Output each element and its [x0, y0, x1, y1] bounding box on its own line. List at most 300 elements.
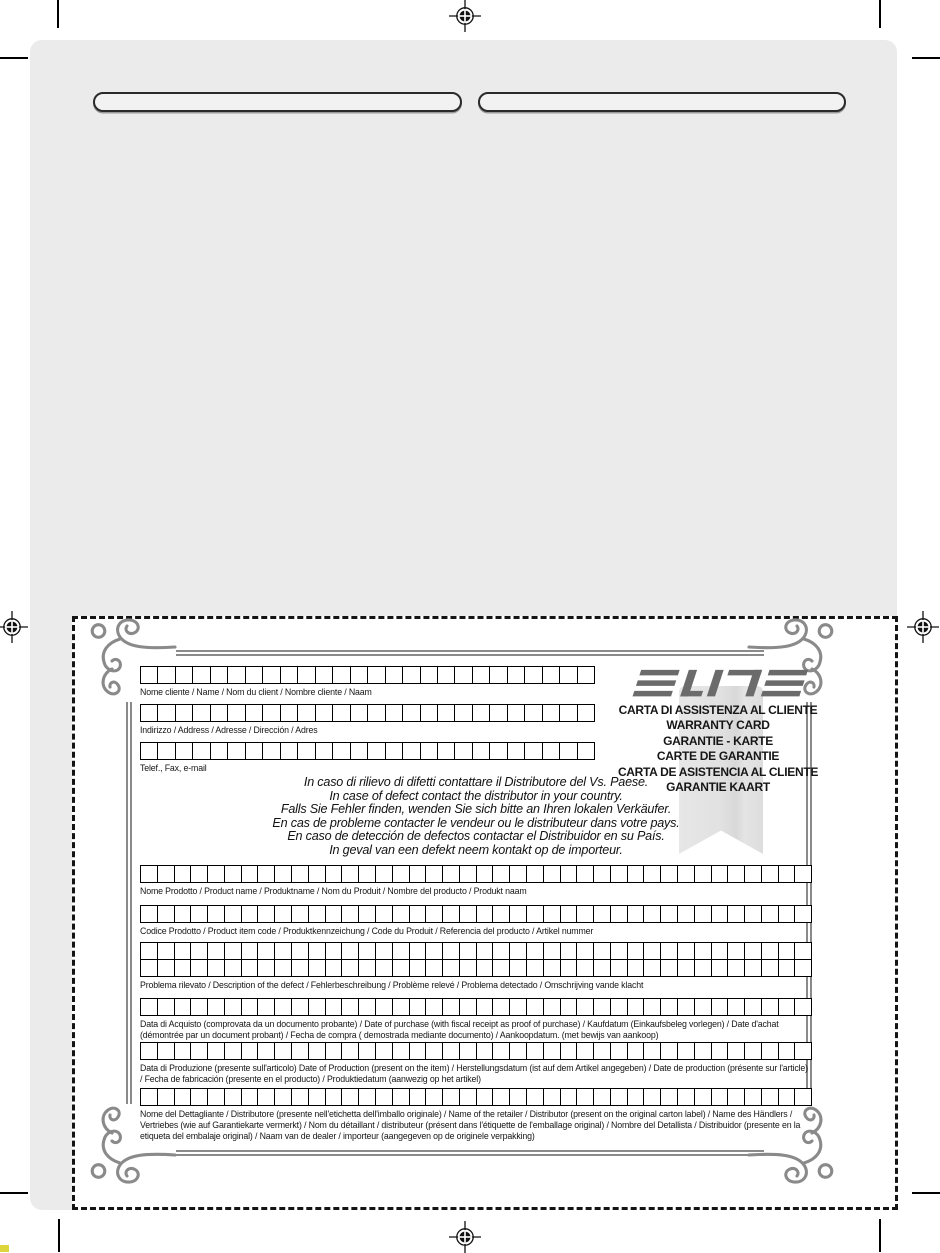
- crop-mark-bottom-left-h: [0, 1192, 28, 1194]
- character-box: [342, 960, 359, 976]
- header-slot-left: [93, 92, 462, 112]
- character-box: [611, 943, 628, 959]
- character-box: [393, 943, 410, 959]
- character-box: [779, 866, 796, 882]
- character-box: [745, 906, 762, 922]
- character-box: [141, 960, 158, 976]
- character-box: [661, 1089, 678, 1105]
- character-box: [795, 960, 811, 976]
- character-box: [258, 1089, 275, 1105]
- character-box: [561, 1089, 578, 1105]
- character-box: [578, 743, 594, 759]
- character-box: [510, 1043, 527, 1059]
- character-box: [211, 705, 228, 721]
- card-title-line: CARTA DI ASSISTENZA AL CLIENTE: [618, 703, 818, 717]
- character-box: [309, 943, 326, 959]
- character-box: [225, 906, 242, 922]
- character-box: [326, 1043, 343, 1059]
- character-box: [421, 743, 438, 759]
- character-box: [376, 999, 393, 1015]
- character-box: [191, 1089, 208, 1105]
- crop-mark-top-right-h: [912, 57, 940, 59]
- character-box: [544, 1043, 561, 1059]
- character-box: [510, 943, 527, 959]
- character-box: [455, 743, 472, 759]
- character-box: [191, 999, 208, 1015]
- character-box: [316, 743, 333, 759]
- character-box: [263, 667, 280, 683]
- character-box: [376, 866, 393, 882]
- character-box: [795, 1089, 811, 1105]
- character-box: [141, 943, 158, 959]
- character-box: [359, 866, 376, 882]
- character-box: [594, 1089, 611, 1105]
- character-box: [762, 943, 779, 959]
- form-field: [140, 998, 812, 1041]
- character-box: [193, 743, 210, 759]
- character-box: [141, 1043, 158, 1059]
- character-box: [678, 1043, 695, 1059]
- character-box: [228, 743, 245, 759]
- character-box: [779, 1089, 796, 1105]
- character-box: [275, 1043, 292, 1059]
- character-box: [493, 999, 510, 1015]
- crop-mark-top-left-v: [57, 0, 59, 28]
- character-box: [762, 999, 779, 1015]
- character-box: [510, 866, 527, 882]
- character-box: [678, 943, 695, 959]
- character-box: [695, 943, 712, 959]
- character-box: [298, 667, 315, 683]
- character-box: [281, 667, 298, 683]
- character-box: [158, 1043, 175, 1059]
- character-box: [644, 866, 661, 882]
- character-box: [281, 743, 298, 759]
- character-boxes-row: [140, 942, 812, 960]
- character-box: [611, 960, 628, 976]
- character-box: [508, 667, 525, 683]
- character-boxes-row: [140, 666, 595, 684]
- character-box: [175, 960, 192, 976]
- character-box: [141, 743, 158, 759]
- character-box: [728, 906, 745, 922]
- character-box: [292, 1043, 309, 1059]
- card-title-block: [612, 703, 824, 795]
- card-title-line: CARTE DE GARANTIE: [656, 749, 780, 764]
- character-box: [477, 866, 494, 882]
- character-box: [275, 906, 292, 922]
- character-box: [712, 1089, 729, 1105]
- character-box: [460, 866, 477, 882]
- character-box: [510, 999, 527, 1015]
- character-box: [543, 667, 560, 683]
- character-box: [695, 1043, 712, 1059]
- character-box: [762, 960, 779, 976]
- character-box: [333, 743, 350, 759]
- character-box: [678, 960, 695, 976]
- character-box: [443, 906, 460, 922]
- character-box: [745, 960, 762, 976]
- character-box: [594, 999, 611, 1015]
- character-box: [211, 667, 228, 683]
- character-box: [333, 705, 350, 721]
- character-box: [762, 1043, 779, 1059]
- character-box: [460, 943, 477, 959]
- field-label: Nome Prodotto / Product name / Produktname / Nom du Produit / Nombre del producto / Produkt naam: [140, 885, 527, 896]
- character-box: [426, 1043, 443, 1059]
- character-box: [242, 1043, 259, 1059]
- character-box: [493, 866, 510, 882]
- character-box: [779, 960, 796, 976]
- character-box: [628, 866, 645, 882]
- character-box: [208, 943, 225, 959]
- character-box: [258, 866, 275, 882]
- character-box: [275, 943, 292, 959]
- character-box: [490, 667, 507, 683]
- character-box: [678, 906, 695, 922]
- character-box: [393, 1043, 410, 1059]
- character-box: [543, 743, 560, 759]
- product-fields: [140, 865, 812, 1142]
- character-box: [141, 866, 158, 882]
- character-box: [561, 906, 578, 922]
- character-box: [410, 960, 427, 976]
- character-box: [242, 906, 259, 922]
- character-box: [544, 866, 561, 882]
- character-box: [368, 705, 385, 721]
- character-box: [359, 906, 376, 922]
- notice-line: Falls Sie Fehler finden, wenden Sie sich bitte an Ihren lokalen Verkäufer.: [280, 802, 672, 817]
- character-box: [426, 943, 443, 959]
- field-label: Nome del Dettagliante / Distributore (presente nell'etichetta dell'imballo originale) / Name of the retailer / Distributor (present on the original carton label) / Name des Händlers / Vertriebes (wie auf Garantiekarte vermerkt) / Nom du détaillant / distributeur (présent dans l'étiquette de l'emballage original) / Nombre del Detallista / Distribuidor (presente en la etiqueta del embalaje original) / Naam van de dealer / importeur (aangegeven op de originele verpakking): [140, 1108, 801, 1141]
- character-box: [493, 960, 510, 976]
- character-box: [544, 960, 561, 976]
- character-box: [191, 1043, 208, 1059]
- character-boxes-row: [140, 1042, 812, 1060]
- character-box: [410, 943, 427, 959]
- character-box: [560, 743, 577, 759]
- character-box: [263, 743, 280, 759]
- character-box: [490, 743, 507, 759]
- character-box: [386, 667, 403, 683]
- character-box: [477, 999, 494, 1015]
- character-box: [543, 705, 560, 721]
- character-box: [695, 1089, 712, 1105]
- character-box: [359, 943, 376, 959]
- character-box: [292, 999, 309, 1015]
- character-box: [175, 943, 192, 959]
- crop-mark-bottom-right-h: [912, 1192, 940, 1194]
- field-label: Data di Produzione (presente sull'articolo) Date of Production (present on the item) / Herstellungsdatum (ist auf dem Artikel angegeben) / Date de production (présente sur l'article) / Fecha de fabricación (presente en el producto) / Produktiedatum (aanwezig op het artikel): [140, 1062, 808, 1084]
- character-box: [712, 866, 729, 882]
- character-box: [443, 999, 460, 1015]
- character-box: [795, 999, 811, 1015]
- character-box: [695, 906, 712, 922]
- card-title-line: GARANTIE KAART: [666, 780, 770, 795]
- character-boxes-row: [140, 865, 812, 883]
- character-box: [410, 906, 427, 922]
- character-box: [438, 705, 455, 721]
- character-box: [611, 999, 628, 1015]
- character-box: [795, 1043, 811, 1059]
- character-box: [745, 943, 762, 959]
- character-box: [342, 1089, 359, 1105]
- character-box: [438, 743, 455, 759]
- character-box: [403, 667, 420, 683]
- notice-line: In geval van een defekt neem kontakt op de importeur.: [329, 842, 623, 857]
- character-box: [628, 999, 645, 1015]
- character-box: [438, 667, 455, 683]
- form-field: [140, 1042, 812, 1085]
- character-box: [376, 1089, 393, 1105]
- character-box: [460, 999, 477, 1015]
- character-box: [561, 999, 578, 1015]
- character-box: [141, 999, 158, 1015]
- character-box: [368, 743, 385, 759]
- character-box: [460, 906, 477, 922]
- character-box: [410, 1043, 427, 1059]
- character-box: [578, 667, 594, 683]
- character-box: [728, 1089, 745, 1105]
- character-box: [359, 999, 376, 1015]
- character-box: [477, 960, 494, 976]
- character-box: [242, 866, 259, 882]
- character-box: [359, 1043, 376, 1059]
- character-box: [191, 906, 208, 922]
- character-box: [779, 999, 796, 1015]
- character-box: [351, 667, 368, 683]
- character-box: [544, 943, 561, 959]
- character-box: [477, 906, 494, 922]
- character-box: [258, 943, 275, 959]
- character-box: [326, 866, 343, 882]
- character-box: [460, 1089, 477, 1105]
- character-box: [477, 1043, 494, 1059]
- character-box: [141, 906, 158, 922]
- character-box: [661, 960, 678, 976]
- character-box: [228, 705, 245, 721]
- character-box: [661, 866, 678, 882]
- character-boxes-row: [140, 704, 595, 722]
- character-box: [386, 743, 403, 759]
- notice-line: En caso de detección de defectos contactar el Distribuidor en su País.: [287, 829, 665, 844]
- character-box: [527, 866, 544, 882]
- character-box: [176, 743, 193, 759]
- character-box: [460, 1043, 477, 1059]
- character-box: [410, 999, 427, 1015]
- character-box: [611, 1089, 628, 1105]
- crop-mark-top-left-h: [0, 57, 28, 59]
- character-box: [426, 866, 443, 882]
- character-box: [560, 667, 577, 683]
- character-box: [594, 906, 611, 922]
- crop-mark-top-right-v: [879, 0, 881, 28]
- character-box: [292, 906, 309, 922]
- character-box: [316, 705, 333, 721]
- character-box: [443, 1043, 460, 1059]
- character-box: [578, 705, 594, 721]
- character-box: [525, 667, 542, 683]
- crop-mark-bottom-left-v: [58, 1219, 60, 1252]
- character-box: [175, 1089, 192, 1105]
- character-box: [175, 906, 192, 922]
- character-box: [611, 1043, 628, 1059]
- character-box: [544, 1089, 561, 1105]
- character-box: [455, 667, 472, 683]
- character-box: [292, 960, 309, 976]
- character-box: [393, 960, 410, 976]
- character-box: [426, 906, 443, 922]
- character-box: [208, 999, 225, 1015]
- character-box: [351, 705, 368, 721]
- character-box: [281, 705, 298, 721]
- character-box: [342, 906, 359, 922]
- character-box: [342, 943, 359, 959]
- character-box: [225, 960, 242, 976]
- character-box: [158, 960, 175, 976]
- character-box: [141, 705, 158, 721]
- character-box: [477, 943, 494, 959]
- character-box: [368, 667, 385, 683]
- character-box: [258, 906, 275, 922]
- character-box: [779, 906, 796, 922]
- character-box: [141, 1089, 158, 1105]
- character-box: [376, 960, 393, 976]
- form-field: [140, 865, 812, 897]
- card-frame-bottom: [176, 1150, 764, 1156]
- character-box: [678, 1089, 695, 1105]
- header-slot-right: [478, 92, 846, 112]
- character-box: [510, 1089, 527, 1105]
- character-box: [421, 667, 438, 683]
- character-box: [158, 866, 175, 882]
- character-box: [527, 943, 544, 959]
- character-box: [577, 943, 594, 959]
- character-box: [228, 667, 245, 683]
- registration-mark-bottom: [449, 1221, 481, 1253]
- character-box: [611, 906, 628, 922]
- character-box: [712, 999, 729, 1015]
- character-box: [628, 1043, 645, 1059]
- character-box: [175, 999, 192, 1015]
- character-box: [191, 943, 208, 959]
- character-box: [298, 743, 315, 759]
- character-box: [386, 705, 403, 721]
- character-box: [292, 943, 309, 959]
- character-box: [728, 999, 745, 1015]
- field-label: Indirizzo / Address / Adresse / Dirección / Adres: [140, 725, 318, 735]
- character-box: [455, 705, 472, 721]
- notice-line: In caso di rilievo di difetti contattare il Distributore del Vs. Paese.: [303, 775, 649, 789]
- registration-mark-left: [0, 611, 28, 643]
- character-box: [246, 667, 263, 683]
- character-boxes-row: [140, 998, 812, 1016]
- character-box: [258, 960, 275, 976]
- character-box: [275, 960, 292, 976]
- character-box: [193, 667, 210, 683]
- character-box: [762, 906, 779, 922]
- character-box: [158, 906, 175, 922]
- character-box: [211, 743, 228, 759]
- character-box: [728, 943, 745, 959]
- character-box: [795, 906, 811, 922]
- character-box: [326, 1089, 343, 1105]
- registration-mark-top: [449, 0, 481, 32]
- character-box: [561, 1043, 578, 1059]
- character-box: [376, 943, 393, 959]
- character-box: [443, 866, 460, 882]
- character-box: [326, 999, 343, 1015]
- character-box: [426, 999, 443, 1015]
- character-boxes-row: [140, 959, 812, 977]
- character-box: [490, 705, 507, 721]
- character-box: [678, 999, 695, 1015]
- character-box: [393, 999, 410, 1015]
- character-box: [644, 1043, 661, 1059]
- character-box: [728, 866, 745, 882]
- character-box: [661, 906, 678, 922]
- form-field: [140, 1088, 812, 1142]
- character-box: [628, 1089, 645, 1105]
- character-boxes-row: [140, 1088, 812, 1106]
- character-box: [175, 866, 192, 882]
- character-box: [225, 1089, 242, 1105]
- character-box: [493, 906, 510, 922]
- character-box: [594, 866, 611, 882]
- character-box: [242, 943, 259, 959]
- character-box: [421, 705, 438, 721]
- field-label: Telef., Fax, e-mail: [140, 763, 207, 773]
- character-box: [242, 999, 259, 1015]
- character-box: [795, 866, 811, 882]
- character-box: [695, 866, 712, 882]
- character-box: [309, 1089, 326, 1105]
- character-box: [141, 667, 158, 683]
- character-box: [493, 943, 510, 959]
- field-label: Data di Acquisto (comprovata da un documento probante) / Date of purchase (with fiscal receipt as proof of purchase) / Kaufdatum (Einkaufsbeleg vorlegen) / Date d'achat (démontrée par un document probant) / Fecha de compra ( demostrada mediante documento) / Aankoopdatum. (met bewijs van aankoop): [140, 1018, 779, 1040]
- character-box: [193, 705, 210, 721]
- character-box: [359, 960, 376, 976]
- character-box: [795, 943, 811, 959]
- character-box: [158, 705, 175, 721]
- character-box: [712, 1043, 729, 1059]
- character-box: [393, 906, 410, 922]
- field-label: Codice Prodotto / Product item code / Produktkennzeichung / Code du Produit / Referencia del producto / Artikel nummer: [140, 925, 594, 936]
- character-box: [561, 943, 578, 959]
- character-box: [508, 743, 525, 759]
- character-box: [644, 943, 661, 959]
- character-box: [477, 1089, 494, 1105]
- character-box: [577, 1043, 594, 1059]
- character-box: [527, 1089, 544, 1105]
- character-box: [376, 906, 393, 922]
- character-box: [594, 960, 611, 976]
- character-box: [208, 866, 225, 882]
- character-box: [309, 999, 326, 1015]
- character-box: [644, 906, 661, 922]
- character-box: [577, 866, 594, 882]
- character-box: [342, 1043, 359, 1059]
- character-box: [326, 960, 343, 976]
- character-box: [510, 906, 527, 922]
- character-box: [695, 960, 712, 976]
- character-box: [333, 667, 350, 683]
- character-box: [326, 943, 343, 959]
- character-box: [611, 866, 628, 882]
- character-box: [342, 999, 359, 1015]
- character-box: [695, 999, 712, 1015]
- card-title-line: GARANTIE - KARTE: [663, 733, 773, 748]
